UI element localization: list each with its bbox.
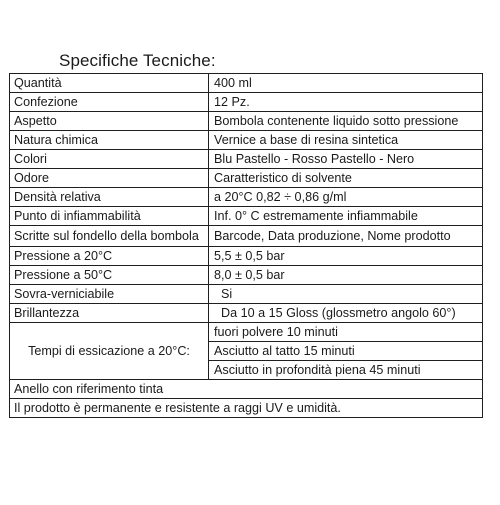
spec-value: Caratteristico di solvente [209,169,483,188]
table-row [10,93,483,112]
spec-label: Natura chimica [10,131,209,150]
spec-label: Odore [10,169,209,188]
table-row [10,131,483,150]
drying-time-value: Asciutto al tatto 15 minuti [209,342,483,361]
note-row: Il prodotto è permanente e resistente a raggi UV e umidità. [10,399,483,418]
spec-value: 12 Pz. [209,93,483,112]
note-row: Anello con riferimento tinta [10,380,483,399]
drying-time-value: fuori polvere 10 minuti [209,323,483,342]
spec-label: Confezione [10,93,209,112]
table-row [10,380,483,399]
spec-label: Brillantezza [10,304,209,323]
spec-value: 5,5 ± 0,5 bar [209,247,483,266]
table-row [10,150,483,169]
spec-value: 400 ml [209,74,483,93]
table-row [10,285,483,304]
drying-time-value: Asciutto in profondità piena 45 minuti [209,361,483,380]
table-row [10,304,483,323]
spec-label: Pressione a 20°C [10,247,209,266]
spec-label: Scritte sul fondello della bombola [10,226,209,247]
spec-label: Punto di infiammabilità [10,207,209,226]
page-title: Specifiche Tecniche: [59,51,216,70]
spec-value: Barcode, Data produzione, Nome prodotto [209,226,483,247]
spec-label: Pressione a 50°C [10,266,209,285]
spec-label: Colori [10,150,209,169]
table-row [10,323,483,342]
specifications-table [9,73,483,418]
table-row [10,188,483,207]
spec-value: Si [209,285,483,304]
spec-label: Aspetto [10,112,209,131]
spec-value: a 20°C 0,82 ÷ 0,86 g/ml [209,188,483,207]
spec-value: Bombola contenente liquido sotto pressione [209,112,483,131]
table-row [10,266,483,285]
table-row [10,226,483,247]
table-row [10,207,483,226]
table-row [10,112,483,131]
spec-label: Densità relativa [10,188,209,207]
spec-label: Quantità [10,74,209,93]
spec-value: Blu Pastello - Rosso Pastello - Nero [209,150,483,169]
drying-times-label: Tempi di essicazione a 20°C: [10,323,209,380]
spec-value: 8,0 ± 0,5 bar [209,266,483,285]
table-row [10,247,483,266]
spec-value: Da 10 a 15 Gloss (glossmetro angolo 60°) [209,304,483,323]
spec-value: Vernice a base di resina sintetica [209,131,483,150]
table-row [10,169,483,188]
spec-label: Sovra-verniciabile [10,285,209,304]
table-row [10,399,483,418]
spec-value: Inf. 0° C estremamente infiammabile [209,207,483,226]
table-row [10,74,483,93]
